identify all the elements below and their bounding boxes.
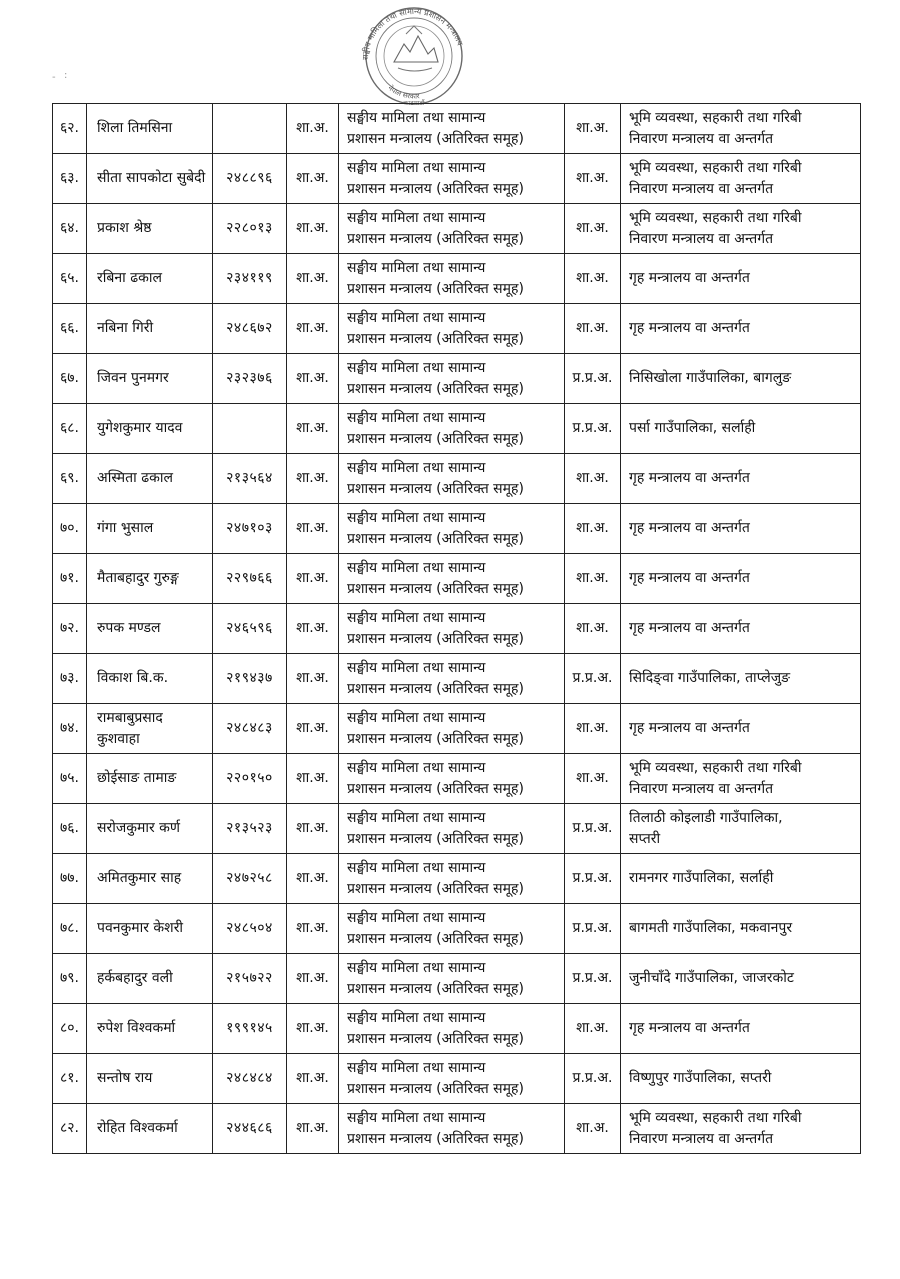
current-level: शा.अ. (287, 354, 339, 404)
current-office-line: प्रशासन मन्त्रालय (अतिरिक्त समूह) (347, 530, 524, 547)
current-level: शा.अ. (287, 754, 339, 804)
assigned-office-line: सप्तरी (629, 830, 661, 847)
employee-code: २४८६७२ (213, 304, 287, 354)
current-office-line: सङ्घीय मामिला तथा सामान्य (347, 509, 486, 526)
employee-name: जिवन पुनमगर (87, 354, 213, 404)
assigned-office (621, 804, 861, 854)
assigned-office (621, 654, 861, 704)
serial-number: ७९. (53, 954, 87, 1004)
employee-code: २३२३७६ (213, 354, 287, 404)
current-office (339, 654, 565, 704)
assigned-office (621, 104, 861, 154)
assigned-office (621, 754, 861, 804)
table-row (53, 204, 861, 254)
assigned-office-line: गृह मन्त्रालय वा अन्तर्गत (629, 570, 750, 586)
current-office-line: प्रशासन मन्त्रालय (अतिरिक्त समूह) (347, 430, 524, 447)
assigned-office-line: गृह मन्त्रालय वा अन्तर्गत (629, 470, 750, 486)
current-office (339, 904, 565, 954)
current-office-line: सङ्घीय मामिला तथा सामान्य (347, 759, 486, 776)
serial-number: ६६. (53, 304, 87, 354)
employee-code: २२९७६६ (213, 554, 287, 604)
assigned-level: शा.अ. (565, 304, 621, 354)
employee-code: २१९४३७ (213, 654, 287, 704)
assigned-office (621, 904, 861, 954)
assigned-office (621, 504, 861, 554)
assigned-office (621, 154, 861, 204)
assigned-level: प्र.प्र.अ. (565, 1054, 621, 1104)
assigned-office-line: बागमती गाउँपालिका, मकवानपुर (629, 920, 793, 936)
assigned-office-line: गृह मन्त्रालय वा अन्तर्गत (629, 520, 750, 536)
current-level: शा.अ. (287, 304, 339, 354)
assigned-office-line: गृह मन्त्रालय वा अन्तर्गत (629, 1020, 750, 1036)
current-office-line: प्रशासन मन्त्रालय (अतिरिक्त समूह) (347, 980, 524, 997)
current-office-line: सङ्घीय मामिला तथा सामान्य (347, 409, 486, 426)
assigned-office-line: भूमि व्यवस्था, सहकारी तथा गरिबी (629, 1109, 802, 1126)
current-office-line: प्रशासन मन्त्रालय (अतिरिक्त समूह) (347, 280, 524, 297)
employee-name: युगेशकुमार यादव (87, 404, 213, 454)
current-office (339, 704, 565, 754)
employee-name: गंगा भुसाल (87, 504, 213, 554)
employee-code: २३४११९ (213, 254, 287, 304)
current-level: शा.अ. (287, 104, 339, 154)
assigned-level: प्र.प्र.अ. (565, 654, 621, 704)
table-row (53, 1054, 861, 1104)
employee-code: २२०१५० (213, 754, 287, 804)
employee-name: विकाश बि.क. (87, 654, 213, 704)
assigned-level: शा.अ. (565, 154, 621, 204)
employee-code: २४८८९६ (213, 154, 287, 204)
assigned-level: प्र.प्र.अ. (565, 804, 621, 854)
assigned-office-line: गृह मन्त्रालय वा अन्तर्गत (629, 270, 750, 286)
serial-number: ६५. (53, 254, 87, 304)
assigned-level: प्र.प्र.अ. (565, 404, 621, 454)
assigned-office (621, 1054, 861, 1104)
current-office-line: सङ्घीय मामिला तथा सामान्य (347, 359, 486, 376)
government-seal (348, 4, 480, 108)
table-row (53, 904, 861, 954)
current-office-line: प्रशासन मन्त्रालय (अतिरिक्त समूह) (347, 1030, 524, 1047)
employee-name: रुपेश विश्वकर्मा (87, 1004, 213, 1054)
table-body (53, 104, 861, 1154)
assigned-office-line: जुनीचाँदे गाउँपालिका, जाजरकोट (629, 970, 794, 986)
current-level: शा.अ. (287, 804, 339, 854)
assigned-office-line: निवारण मन्त्रालय वा अन्तर्गत (629, 130, 774, 147)
table-row (53, 754, 861, 804)
table-row (53, 304, 861, 354)
current-office-line: प्रशासन मन्त्रालय (अतिरिक्त समूह) (347, 880, 524, 897)
serial-number: ७३. (53, 654, 87, 704)
employee-name: प्रकाश श्रेष्ठ (87, 204, 213, 254)
assigned-office (621, 254, 861, 304)
employee-code: २४७१०३ (213, 504, 287, 554)
assigned-office-line: विष्णुपुर गाउँपालिका, सप्तरी (629, 1070, 772, 1086)
current-office (339, 854, 565, 904)
current-office (339, 1054, 565, 1104)
current-office-line: सङ्घीय मामिला तथा सामान्य (347, 259, 486, 276)
employee-code: २२८०१३ (213, 204, 287, 254)
employee-name: रबिना ढकाल (87, 254, 213, 304)
current-level: शा.अ. (287, 154, 339, 204)
assigned-office-line: पर्सा गाउँपालिका, सर्लाही (629, 420, 756, 436)
assigned-level: शा.अ. (565, 754, 621, 804)
current-office (339, 554, 565, 604)
serial-number: ७५. (53, 754, 87, 804)
table-row (53, 504, 861, 554)
current-office-line: प्रशासन मन्त्रालय (अतिरिक्त समूह) (347, 730, 524, 747)
table-row (53, 654, 861, 704)
transfer-list-table (52, 103, 861, 1154)
current-office-line: सङ्घीय मामिला तथा सामान्य (347, 659, 486, 676)
current-office-line: प्रशासन मन्त्रालय (अतिरिक्त समूह) (347, 230, 524, 247)
current-office (339, 754, 565, 804)
assigned-office-line: निवारण मन्त्रालय वा अन्तर्गत (629, 180, 774, 197)
current-office-line: सङ्घीय मामिला तथा सामान्य (347, 959, 486, 976)
employee-code: २४८५०४ (213, 904, 287, 954)
current-office-line: प्रशासन मन्त्रालय (अतिरिक्त समूह) (347, 930, 524, 947)
current-office (339, 454, 565, 504)
serial-number: ६४. (53, 204, 87, 254)
current-office (339, 504, 565, 554)
serial-number: ६७. (53, 354, 87, 404)
assigned-office (621, 604, 861, 654)
assigned-level: शा.अ. (565, 504, 621, 554)
employee-code: २१३५२३ (213, 804, 287, 854)
current-level: शा.अ. (287, 1104, 339, 1154)
employee-name: हर्कबहादुर वली (87, 954, 213, 1004)
current-office (339, 604, 565, 654)
assigned-level: शा.अ. (565, 704, 621, 754)
current-office (339, 1004, 565, 1054)
current-office-line: प्रशासन मन्त्रालय (अतिरिक्त समूह) (347, 330, 524, 347)
current-office-line: सङ्घीय मामिला तथा सामान्य (347, 909, 486, 926)
serial-number: ८१. (53, 1054, 87, 1104)
assigned-office (621, 304, 861, 354)
serial-number: ६८. (53, 404, 87, 454)
serial-number: ७२. (53, 604, 87, 654)
assigned-office (621, 454, 861, 504)
current-office (339, 1104, 565, 1154)
assigned-office (621, 554, 861, 604)
assigned-level: शा.अ. (565, 604, 621, 654)
table-row (53, 104, 861, 154)
serial-number: ६२. (53, 104, 87, 154)
employee-name: सीता सापकोटा सुबेदी (87, 154, 213, 204)
assigned-office-line: भूमि व्यवस्था, सहकारी तथा गरिबी (629, 109, 802, 126)
assigned-office (621, 1004, 861, 1054)
table-row (53, 154, 861, 204)
current-office-line: प्रशासन मन्त्रालय (अतिरिक्त समूह) (347, 780, 524, 797)
current-office-line: सङ्घीय मामिला तथा सामान्य (347, 809, 486, 826)
assigned-office (621, 204, 861, 254)
table-row (53, 1104, 861, 1154)
employee-name: रुपक मण्डल (87, 604, 213, 654)
current-office (339, 354, 565, 404)
current-office (339, 254, 565, 304)
current-office-line: प्रशासन मन्त्रालय (अतिरिक्त समूह) (347, 680, 524, 697)
current-level: शा.अ. (287, 554, 339, 604)
serial-number: ६९. (53, 454, 87, 504)
assigned-office-line: गृह मन्त्रालय वा अन्तर्गत (629, 320, 750, 336)
assigned-level: शा.अ. (565, 1104, 621, 1154)
assigned-level: शा.अ. (565, 454, 621, 504)
current-office-line: सङ्घीय मामिला तथा सामान्य (347, 209, 486, 226)
serial-number: ७६. (53, 804, 87, 854)
serial-number: ८०. (53, 1004, 87, 1054)
employee-name: शिला तिमसिना (87, 104, 213, 154)
current-office-line: प्रशासन मन्त्रालय (अतिरिक्त समूह) (347, 480, 524, 497)
employee-code: १९९१४५ (213, 1004, 287, 1054)
current-level: शा.अ. (287, 454, 339, 504)
assigned-office-line: निसिखोला गाउँपालिका, बागलुङ (629, 370, 792, 386)
employee-code (213, 404, 287, 454)
assigned-office-line: तिलाठी कोइलाडी गाउँपालिका, (629, 809, 783, 826)
serial-number: ७८. (53, 904, 87, 954)
assigned-level: शा.अ. (565, 554, 621, 604)
employee-code: २४७२५८ (213, 854, 287, 904)
table-row (53, 804, 861, 854)
employee-name: पवनकुमार केशरी (87, 904, 213, 954)
employee-name: मैताबहादुर गुरुङ्ग (87, 554, 213, 604)
employee-name: नबिना गिरी (87, 304, 213, 354)
assigned-office-line: निवारण मन्त्रालय वा अन्तर्गत (629, 1130, 774, 1147)
table-row (53, 354, 861, 404)
current-level: शा.अ. (287, 504, 339, 554)
current-level: शा.अ. (287, 1004, 339, 1054)
table-row (53, 604, 861, 654)
assigned-office (621, 954, 861, 1004)
table-row (53, 554, 861, 604)
assigned-office (621, 854, 861, 904)
assigned-office-line: भूमि व्यवस्था, सहकारी तथा गरिबी (629, 159, 802, 176)
current-office-line: सङ्घीय मामिला तथा सामान्य (347, 459, 486, 476)
serial-number: ६३. (53, 154, 87, 204)
assigned-office-line: गृह मन्त्रालय वा अन्तर्गत (629, 720, 750, 736)
stray-mark: : (64, 70, 68, 81)
current-office (339, 404, 565, 454)
table-row (53, 854, 861, 904)
assigned-office (621, 704, 861, 754)
employee-code: २४६५९६ (213, 604, 287, 654)
assigned-office-line: रामनगर गाउँपालिका, सर्लाही (629, 870, 774, 886)
assigned-office (621, 1104, 861, 1154)
employee-code: २४८४८३ (213, 704, 287, 754)
employee-code: २१५७२२ (213, 954, 287, 1004)
current-office-line: प्रशासन मन्त्रालय (अतिरिक्त समूह) (347, 830, 524, 847)
current-office (339, 954, 565, 1004)
employee-code: २१३५६४ (213, 454, 287, 504)
current-level: शा.अ. (287, 404, 339, 454)
table-row (53, 954, 861, 1004)
employee-name: रामबाबुप्रसाद कुशवाहा (87, 704, 213, 754)
employee-name: सरोजकुमार कर्ण (87, 804, 213, 854)
assigned-office (621, 354, 861, 404)
seal-bottom-text: नेपाल सरकार (386, 84, 420, 101)
employee-name: अमितकुमार साह (87, 854, 213, 904)
employee-name: अस्मिता ढकाल (87, 454, 213, 504)
current-level: शा.अ. (287, 204, 339, 254)
current-office (339, 104, 565, 154)
current-office-line: सङ्घीय मामिला तथा सामान्य (347, 1059, 486, 1076)
assigned-office-line: गृह मन्त्रालय वा अन्तर्गत (629, 620, 750, 636)
assigned-level: प्र.प्र.अ. (565, 954, 621, 1004)
serial-number: ७०. (53, 504, 87, 554)
current-office-line: सङ्घीय मामिला तथा सामान्य (347, 309, 486, 326)
employee-name: रोहित विश्वकर्मा (87, 1104, 213, 1154)
assigned-level: प्र.प्र.अ. (565, 354, 621, 404)
employee-name: सन्तोष राय (87, 1054, 213, 1104)
current-office-line: प्रशासन मन्त्रालय (अतिरिक्त समूह) (347, 1080, 524, 1097)
current-office-line: प्रशासन मन्त्रालय (अतिरिक्त समूह) (347, 580, 524, 597)
table-row (53, 1004, 861, 1054)
stray-mark: - (52, 72, 56, 83)
current-level: शा.अ. (287, 954, 339, 1004)
current-office-line: सङ्घीय मामिला तथा सामान्य (347, 1109, 486, 1126)
current-office (339, 304, 565, 354)
current-office (339, 204, 565, 254)
current-office (339, 804, 565, 854)
current-office-line: सङ्घीय मामिला तथा सामान्य (347, 559, 486, 576)
employee-code: २४८४८४ (213, 1054, 287, 1104)
employee-code: २४४६८६ (213, 1104, 287, 1154)
current-office (339, 154, 565, 204)
table-row (53, 704, 861, 754)
assigned-office-line: भूमि व्यवस्था, सहकारी तथा गरिबी (629, 759, 802, 776)
current-office-line: सङ्घीय मामिला तथा सामान्य (347, 859, 486, 876)
current-office-line: प्रशासन मन्त्रालय (अतिरिक्त समूह) (347, 380, 524, 397)
serial-number: ८२. (53, 1104, 87, 1154)
table-row (53, 254, 861, 304)
current-office-line: सङ्घीय मामिला तथा सामान्य (347, 109, 486, 126)
current-office-line: प्रशासन मन्त्रालय (अतिरिक्त समूह) (347, 630, 524, 647)
current-level: शा.अ. (287, 704, 339, 754)
employee-code (213, 104, 287, 154)
seal-city-text: काठमाडौं (403, 99, 425, 107)
assigned-level: शा.अ. (565, 204, 621, 254)
assigned-level: शा.अ. (565, 104, 621, 154)
assigned-office-line: भूमि व्यवस्था, सहकारी तथा गरिबी (629, 209, 802, 226)
current-office-line: प्रशासन मन्त्रालय (अतिरिक्त समूह) (347, 180, 524, 197)
assigned-level: शा.अ. (565, 1004, 621, 1054)
current-level: शा.अ. (287, 904, 339, 954)
assigned-office (621, 404, 861, 454)
seal-ring-text: सङ्घीय मामिला तथा सामान्य प्रशासन मन्त्रालय (360, 6, 465, 61)
assigned-level: प्र.प्र.अ. (565, 854, 621, 904)
current-office-line: सङ्घीय मामिला तथा सामान्य (347, 709, 486, 726)
assigned-level: प्र.प्र.अ. (565, 904, 621, 954)
assigned-office-line: निवारण मन्त्रालय वा अन्तर्गत (629, 230, 774, 247)
current-level: शा.अ. (287, 604, 339, 654)
table-row (53, 454, 861, 504)
assigned-office-line: सिदिङ्वा गाउँपालिका, ताप्लेजुङ (629, 670, 791, 686)
current-level: शा.अ. (287, 854, 339, 904)
current-level: शा.अ. (287, 654, 339, 704)
current-level: शा.अ. (287, 254, 339, 304)
current-office-line: प्रशासन मन्त्रालय (अतिरिक्त समूह) (347, 1130, 524, 1147)
serial-number: ७१. (53, 554, 87, 604)
current-office-line: प्रशासन मन्त्रालय (अतिरिक्त समूह) (347, 130, 524, 147)
current-office-line: सङ्घीय मामिला तथा सामान्य (347, 159, 486, 176)
current-office-line: सङ्घीय मामिला तथा सामान्य (347, 1009, 486, 1026)
current-office-line: सङ्घीय मामिला तथा सामान्य (347, 609, 486, 626)
table-row (53, 404, 861, 454)
serial-number: ७४. (53, 704, 87, 754)
current-level: शा.अ. (287, 1054, 339, 1104)
employee-name: छोईसाङ तामाङ (87, 754, 213, 804)
serial-number: ७७. (53, 854, 87, 904)
assigned-office-line: निवारण मन्त्रालय वा अन्तर्गत (629, 780, 774, 797)
assigned-level: शा.अ. (565, 254, 621, 304)
